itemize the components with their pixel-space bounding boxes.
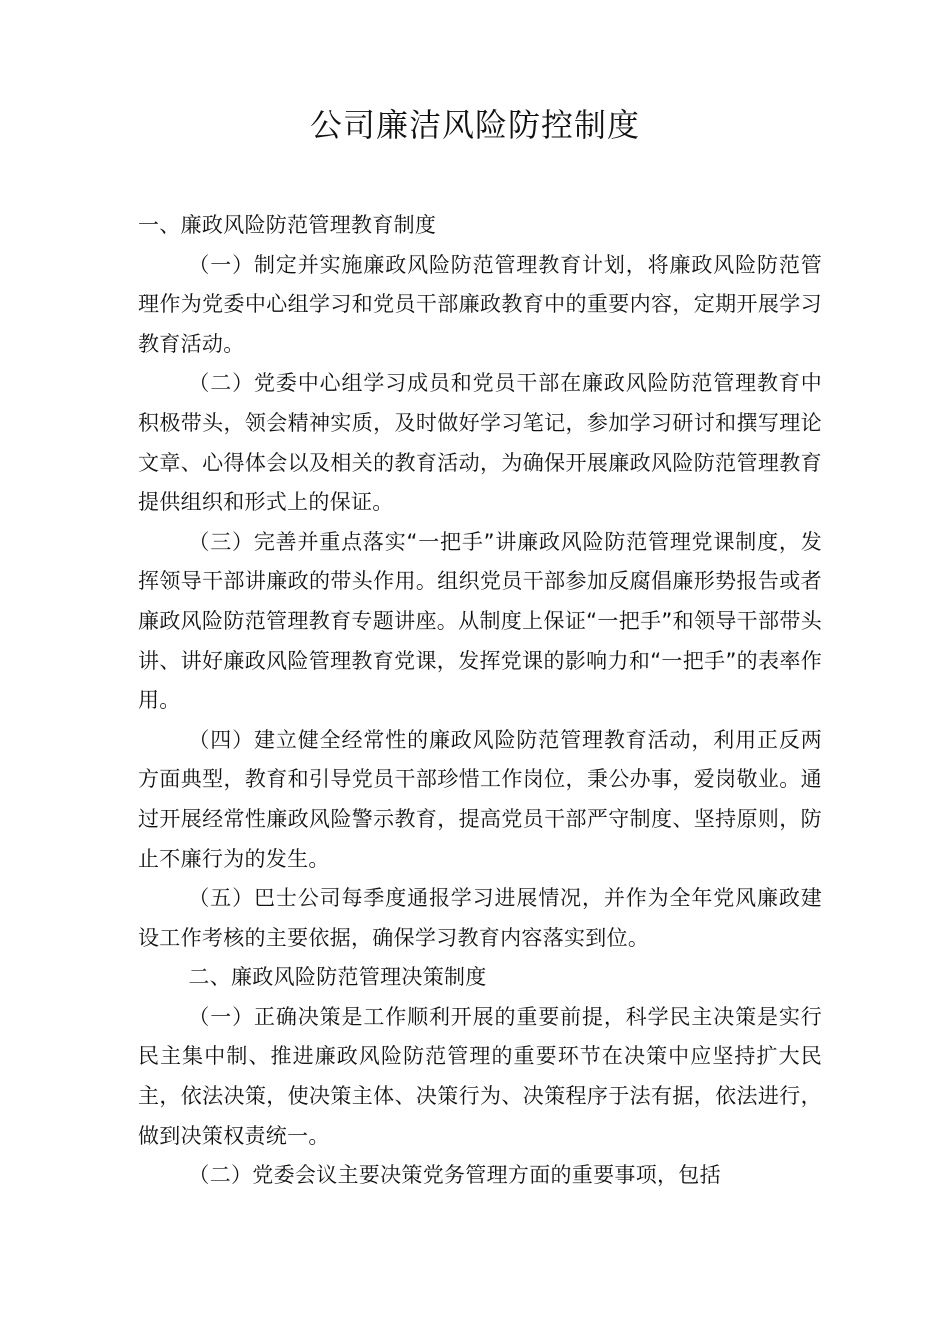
section-1-paragraph-4: （四）建立健全经常性的廉政风险防范管理教育活动，利用正反两方面典型，教育和引导党员干部珍惜工作岗位，秉公办事，爱岗敬业。通过开展经常性廉政风险警示教育，提高党员干部严守制度、坚持原则，防止不廉行为的发生。 [138, 727, 822, 871]
section-1-paragraph-5: （五）巴士公司每季度通报学习进展情况，并作为全年党风廉政建设工作考核的主要依据，确保学习教育内容落实到位。 [138, 886, 822, 950]
document-body [138, 206, 822, 1196]
section-1-paragraph-2: （二）党委中心组学习成员和党员干部在廉政风险防范管理教育中积极带头，领会精神实质，及时做好学习笔记，参加学习研讨和撰写理论文章、心得体会以及相关的教育活动，为确保开展廉政风险防范管理教育提供组织和形式上的保证。 [138, 371, 822, 515]
section-1-paragraph-1: （一）制定并实施廉政风险防范管理教育计划，将廉政风险防范管理作为党委中心组学习和党员干部廉政教育中的重要内容，定期开展学习教育活动。 [138, 252, 822, 356]
section-1-paragraph-3: （三）完善并重点落实“一把手”讲廉政风险防范管理党课制度，发挥领导干部讲廉政的带头作用。组织党员干部参加反腐倡廉形势报告或者廉政风险防范管理教育专题讲座。从制度上保证“一把手”和领导干部带头讲、讲好廉政风险管理教育党课，发挥党课的影响力和“一把手”的表率作用。 [138, 529, 822, 713]
section-2-paragraph-1: （一）正确决策是工作顺利开展的重要前提，科学民主决策是实行民主集中制、推进廉政风险防范管理的重要环节在决策中应坚持扩大民主，依法决策，使决策主体、决策行为、决策程序于法有据，依法进行，做到决策权责统一。 [138, 1004, 822, 1148]
section-2-paragraph-2: （二）党委会议主要决策党务管理方面的重要事项，包括 [188, 1163, 721, 1188]
document-title: 公司廉洁风险防控制度 [309, 106, 640, 144]
section-1-heading: 一、廉政风险防范管理教育制度 [138, 213, 437, 237]
section-2-heading: 二、廉政风险防范管理决策制度 [188, 965, 487, 990]
